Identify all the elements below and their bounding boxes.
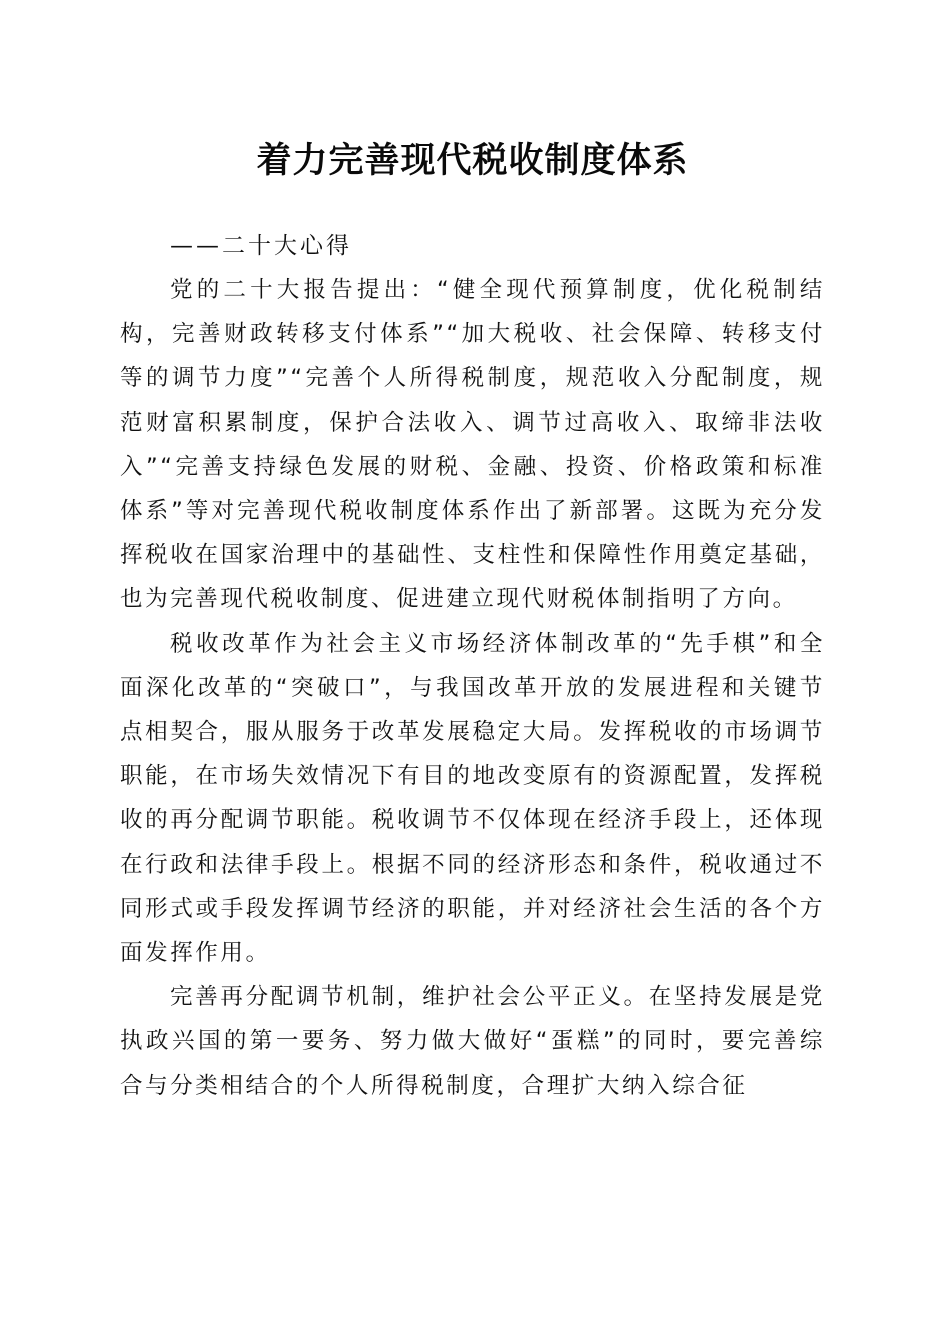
body-paragraph-1: 党的二十大报告提出：“健全现代预算制度，优化税制结构，完善财政转移支付体系”“加大税收、社会保障、转移支付等的调节力度”“完善个人所得税制度，规范收入分配制度，规范财富积累制度，保护合法收入、调节过高收入、取缔非法收入”“完善支持绿色发展的财税、金融、投资、价格政策和标准体系”等对完善现代税收制度体系作出了新部署。这既为充分发挥税收在国家治理中的基础性、支柱性和保障性作用奠定基础，也为完善现代税收制度、促进建立现代财税体制指明了方向。 — [120, 277, 825, 613]
document-title: 着力完善现代税收制度体系 — [256, 140, 689, 181]
body-paragraph-2: 税收改革作为社会主义市场经济体制改革的“先手棋”和全面深化改革的“突破口”，与我国改革开放的发展进程和关键节点相契合，服从服务于改革发展稳定大局。发挥税收的市场调节职能，在市场失效情况下有目的地改变原有的资源配置，发挥税收的再分配调节职能。税收调节不仅体现在经济手段上，还体现在行政和法律手段上。根据不同的经济形态和条件，税收通过不同形式或手段发挥调节经济的职能，并对经济社会生活的各个方面发挥作用。 — [120, 630, 825, 967]
document-subtitle: ——二十大心得 — [170, 233, 352, 259]
body-paragraph-3: 完善再分配调节机制，维护社会公平正义。在坚持发展是党执政兴国的第一要务、努力做大做好“蛋糕”的同时，要完善综合与分类相结合的个人所得税制度，合理扩大纳入综合征 — [120, 984, 825, 1099]
